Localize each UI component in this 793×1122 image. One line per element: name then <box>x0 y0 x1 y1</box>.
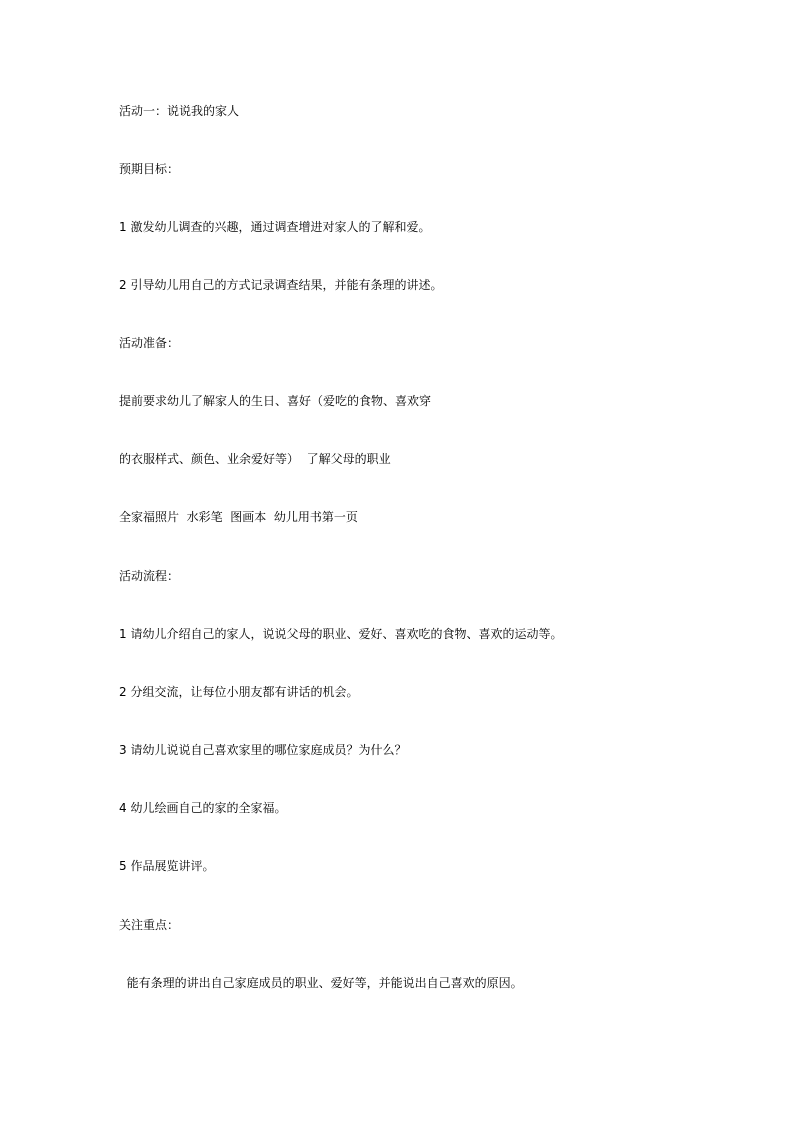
section-heading-process: 活动流程： <box>119 569 180 583</box>
preparation-materials: 全家福照片 水彩笔 图画本 幼儿用书第一页 <box>119 510 358 524</box>
goal-item-1: 1 激发幼儿调查的兴趣，通过调查增进对家人的了解和爱。 <box>119 220 431 234</box>
section-heading-preparation: 活动准备： <box>119 336 180 350</box>
preparation-text-2: 的衣服样式、颜色、业余爱好等） 了解父母的职业 <box>119 452 391 466</box>
section-heading-focus: 关注重点： <box>119 918 180 932</box>
activity-title: 活动一：说说我的家人 <box>119 104 240 118</box>
process-step-5: 5 作品展览讲评。 <box>119 859 215 873</box>
goal-item-2: 2 引导幼儿用自己的方式记录调查结果，并能有条理的讲述。 <box>119 278 443 292</box>
process-step-1: 1 请幼儿介绍自己的家人，说说父母的职业、爱好、喜欢吃的食物、喜欢的运动等。 <box>119 627 563 641</box>
preparation-text-1: 提前要求幼儿了解家人的生日、喜好（爱吃的食物、喜欢穿 <box>119 394 432 408</box>
process-step-4: 4 幼儿绘画自己的家的全家福。 <box>119 801 287 815</box>
process-step-2: 2 分组交流，让每位小朋友都有讲话的机会。 <box>119 685 359 699</box>
focus-text: 能有条理的讲出自己家庭成员的职业、爱好等，并能说出自己喜欢的原因。 <box>119 976 523 990</box>
section-heading-goals: 预期目标： <box>119 162 180 176</box>
process-step-3: 3 请幼儿说说自己喜欢家里的哪位家庭成员？为什么？ <box>119 743 407 757</box>
